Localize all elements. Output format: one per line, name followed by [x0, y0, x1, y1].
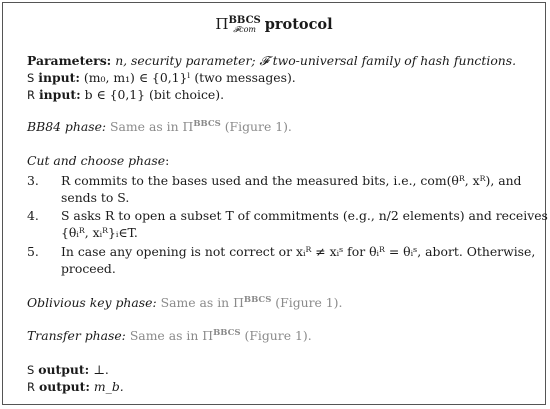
- title-sub: 𝓕com: [233, 25, 257, 34]
- title-pi: Π: [215, 15, 229, 33]
- oblivious-text: Same as in $\Pi^{BBCS}$ (Figure 1).: [160, 295, 343, 311]
- parameters-line: [27, 53, 516, 69]
- item-text-line1: S asks R to open a subset T of commitments (e.g., n/2 elements) and receives: [61, 208, 548, 223]
- bb84-label: BB84 phase:: [27, 119, 107, 135]
- item-text-line2: sends to S.: [61, 190, 130, 205]
- s-input-label: input:: [38, 70, 80, 85]
- r-output-line: [27, 379, 124, 394]
- r-output-text: m_b.: [93, 379, 124, 394]
- transfer-text: Same as in $\Pi^{BBCS}$ (Figure 1).: [129, 328, 312, 344]
- bb84-text: Same as in $\Pi^{BBCS}$ (Figure 1).: [110, 119, 292, 135]
- item-number: 3.: [27, 173, 39, 188]
- s-output-prefix: S: [27, 363, 35, 377]
- item-number: 5.: [27, 244, 39, 259]
- title-text: protocol: [264, 16, 333, 33]
- item-text-line1: In case any opening is not correct or xᵢᴿ ≠ xᵢˢ for θᵢᴿ = θᵢˢ, abort. Otherwise,: [61, 244, 536, 259]
- r-output-prefix: R: [27, 380, 35, 394]
- transfer-label: Transfer phase:: [27, 328, 126, 344]
- s-input-prefix: S: [27, 71, 35, 85]
- r-input-line: [27, 87, 224, 102]
- s-output-text: ⊥.: [93, 362, 109, 377]
- s-output-label: output:: [38, 362, 90, 377]
- s-input-line: [27, 70, 296, 85]
- cut-choose-heading: Cut and choose phase:: [27, 153, 170, 168]
- r-input-text: b ∈ {0,1} (bit choice).: [84, 87, 225, 102]
- title-sup: BBCS: [228, 15, 261, 26]
- r-input-label: input:: [38, 87, 81, 102]
- item-text-line2: proceed.: [61, 261, 116, 276]
- s-input-text: (m₀, m₁) ∈ {0,1}ˡ (two messages).: [83, 70, 296, 85]
- r-output-label: output:: [38, 379, 90, 394]
- s-output-line: [27, 362, 109, 377]
- parameters-label: Parameters:: [27, 53, 112, 68]
- transfer-line: [27, 328, 312, 343]
- r-input-prefix: R: [27, 88, 35, 102]
- bb84-line: [27, 119, 292, 134]
- oblivious-label: Oblivious key phase:: [27, 295, 157, 311]
- cut-choose-label: Cut and choose phase: [27, 153, 166, 168]
- parameters-text: n, security parameter; 𝓕 two-universal family of hash functions.: [115, 53, 517, 68]
- protocol-title: [3, 15, 545, 34]
- item-number: 4.: [27, 208, 39, 223]
- oblivious-line: [27, 295, 342, 310]
- item-text-line1: R commits to the bases used and the measured bits, i.e., com(θᴿ, xᴿ), and: [61, 173, 522, 188]
- title-script: [228, 16, 260, 34]
- protocol-box: [2, 2, 546, 405]
- item-text-line2: {θᵢᴿ, xᵢᴿ}ᵢ∈T.: [61, 225, 138, 240]
